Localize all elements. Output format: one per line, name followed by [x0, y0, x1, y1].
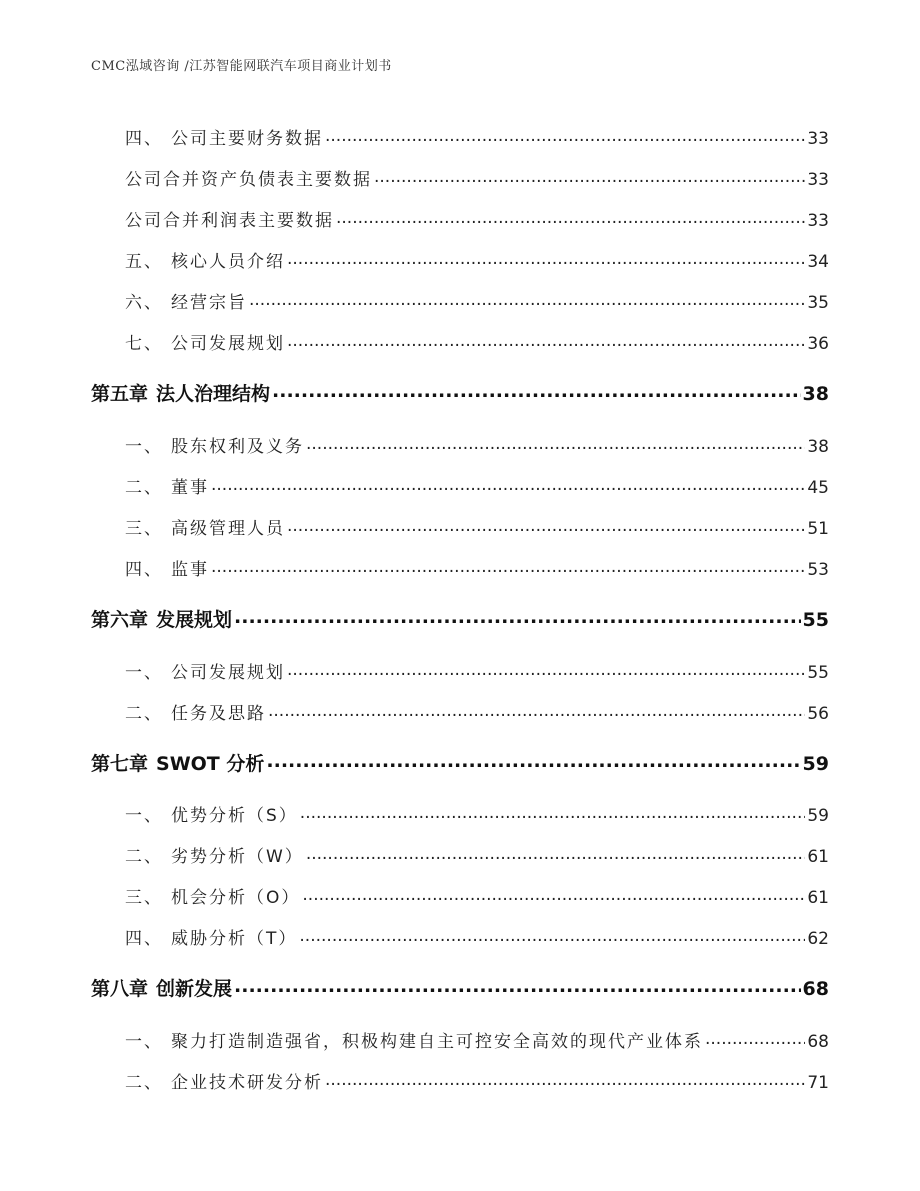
- toc-entry-number: 三、: [125, 888, 163, 908]
- toc-entry[interactable]: [91, 801, 829, 826]
- toc-leader-dots: [272, 381, 801, 400]
- toc-entry-title: 公司主要财务数据: [171, 129, 323, 149]
- toc-leader-dots: [266, 751, 800, 770]
- toc-entry-page: 62: [807, 929, 829, 949]
- toc-entry[interactable]: [91, 288, 829, 313]
- toc-entry-page: 34: [807, 252, 829, 272]
- toc-chapter-number: 第五章: [91, 383, 149, 405]
- toc-entry-page: 35: [807, 293, 829, 313]
- toc-entry-page: 55: [807, 663, 829, 683]
- toc-entry[interactable]: [91, 883, 829, 908]
- toc-entry-page: 53: [807, 560, 829, 580]
- toc-chapter-page: 55: [802, 609, 829, 631]
- toc-entry-number: 二、: [125, 704, 163, 724]
- toc-entry[interactable]: [91, 432, 829, 457]
- toc-entry[interactable]: [91, 699, 829, 724]
- toc-chapter-title: 创新发展: [156, 978, 233, 1000]
- toc-leader-dots: [287, 661, 805, 678]
- toc-entry[interactable]: [91, 473, 829, 498]
- toc-entry[interactable]: [91, 124, 829, 149]
- toc-entry-title: 股东权利及义务: [171, 437, 304, 457]
- toc-entry-number: 四、: [125, 129, 163, 149]
- toc-chapter-number: 第八章: [91, 978, 149, 1000]
- toc-entry-title: 聚力打造制造强省，积极构建自主可控安全高效的现代产业体系: [171, 1032, 703, 1052]
- toc-entry-title: 机会分析（O）: [171, 888, 301, 908]
- toc-entry-title: 公司合并资产负债表主要数据: [125, 170, 372, 190]
- toc-leader-dots: [234, 976, 801, 995]
- toc-entry-number: 五、: [125, 252, 163, 272]
- toc-entry-page: 33: [807, 211, 829, 231]
- toc-chapter[interactable]: [91, 605, 829, 632]
- page-header: CMC泓域咨询 /江苏智能网联汽车项目商业计划书: [91, 59, 392, 74]
- toc-entry-page: 38: [807, 437, 829, 457]
- toc-entry-title: 经营宗旨: [171, 293, 247, 313]
- toc-leader-dots: [299, 927, 805, 944]
- toc-entry-number: 一、: [125, 663, 163, 683]
- toc-entry[interactable]: [91, 1027, 829, 1052]
- toc-chapter-title: 法人治理结构: [156, 383, 271, 405]
- toc-entry[interactable]: [91, 555, 829, 580]
- toc-entry-number: 四、: [125, 929, 163, 949]
- toc-chapter[interactable]: [91, 749, 829, 776]
- toc-entry-number: 七、: [125, 334, 163, 354]
- toc-leader-dots: [211, 558, 805, 575]
- toc-chapter-number: 第六章: [91, 609, 149, 631]
- toc-entry-page: 33: [807, 129, 829, 149]
- toc-leader-dots: [287, 250, 805, 267]
- toc-leader-dots: [325, 1071, 805, 1088]
- toc-entry-number: 二、: [125, 478, 163, 498]
- toc-entry-title: 监事: [171, 560, 209, 580]
- toc-entry-page: 61: [807, 888, 829, 908]
- toc-entry-title: 公司合并利润表主要数据: [125, 211, 334, 231]
- toc-leader-dots: [336, 209, 805, 226]
- toc-leader-dots: [211, 476, 805, 493]
- toc-entry-title: 优势分析（S）: [171, 806, 298, 826]
- toc-entry-title: 董事: [171, 478, 209, 498]
- toc-entry-number: 四、: [125, 560, 163, 580]
- toc-leader-dots: [325, 127, 805, 144]
- toc-entry-number: 六、: [125, 293, 163, 313]
- toc-entry-number: 二、: [125, 847, 163, 867]
- toc-entry-title: 核心人员介绍: [171, 252, 285, 272]
- toc-entry-number: 二、: [125, 1073, 163, 1093]
- toc-entry-page: 51: [807, 519, 829, 539]
- toc-leader-dots: [705, 1030, 805, 1047]
- toc-leader-dots: [306, 435, 805, 452]
- toc-chapter-page: 38: [802, 383, 829, 405]
- toc-entry-page: 68: [807, 1032, 829, 1052]
- toc-leader-dots: [234, 607, 801, 626]
- toc-entry-page: 36: [807, 334, 829, 354]
- toc-entry-page: 61: [807, 847, 829, 867]
- toc-chapter[interactable]: [91, 379, 829, 406]
- toc-entry-title: 威胁分析（T）: [171, 929, 298, 949]
- toc-entry[interactable]: [91, 924, 829, 949]
- toc-chapter[interactable]: [91, 974, 829, 1001]
- toc-entry-title: 公司发展规划: [171, 334, 285, 354]
- toc-chapter-title: SWOT 分析: [156, 753, 265, 775]
- toc-leader-dots: [306, 845, 806, 862]
- toc-chapter-title: 发展规划: [156, 609, 233, 631]
- toc-entry-page: 33: [807, 170, 829, 190]
- toc-entry[interactable]: [91, 329, 829, 354]
- toc-entry-number: 一、: [125, 1032, 163, 1052]
- toc-chapter-page: 59: [802, 753, 829, 775]
- toc-leader-dots: [287, 332, 805, 349]
- toc-chapter-number: 第七章: [91, 753, 149, 775]
- toc-leader-dots: [268, 702, 805, 719]
- toc-leader-dots: [249, 291, 805, 308]
- toc-entry-number: 一、: [125, 437, 163, 457]
- toc-entry-page: 59: [807, 806, 829, 826]
- toc-entry[interactable]: [91, 842, 829, 867]
- toc-leader-dots: [287, 517, 805, 534]
- toc-leader-dots: [374, 168, 805, 185]
- toc-entry-title: 公司发展规划: [171, 663, 285, 683]
- toc-leader-dots: [300, 804, 806, 821]
- toc-entry-title: 劣势分析（W）: [171, 847, 304, 867]
- toc-entry-number: 三、: [125, 519, 163, 539]
- toc-entry-title: 任务及思路: [171, 704, 266, 724]
- toc-entry[interactable]: [91, 514, 829, 539]
- toc-chapter-page: 68: [802, 978, 829, 1000]
- toc-leader-dots: [302, 886, 805, 903]
- toc-entry[interactable]: [91, 1068, 829, 1093]
- toc-entry-page: 45: [807, 478, 829, 498]
- toc-entry-title: 高级管理人员: [171, 519, 285, 539]
- toc-entry[interactable]: [91, 658, 829, 683]
- toc-entry-number: 一、: [125, 806, 163, 826]
- toc-entry[interactable]: [91, 206, 829, 231]
- toc-entry-page: 56: [807, 704, 829, 724]
- toc-entry-title: 企业技术研发分析: [171, 1073, 323, 1093]
- toc-entry[interactable]: [91, 165, 829, 190]
- toc-entry-page: 71: [807, 1073, 829, 1093]
- toc-entry[interactable]: [91, 247, 829, 272]
